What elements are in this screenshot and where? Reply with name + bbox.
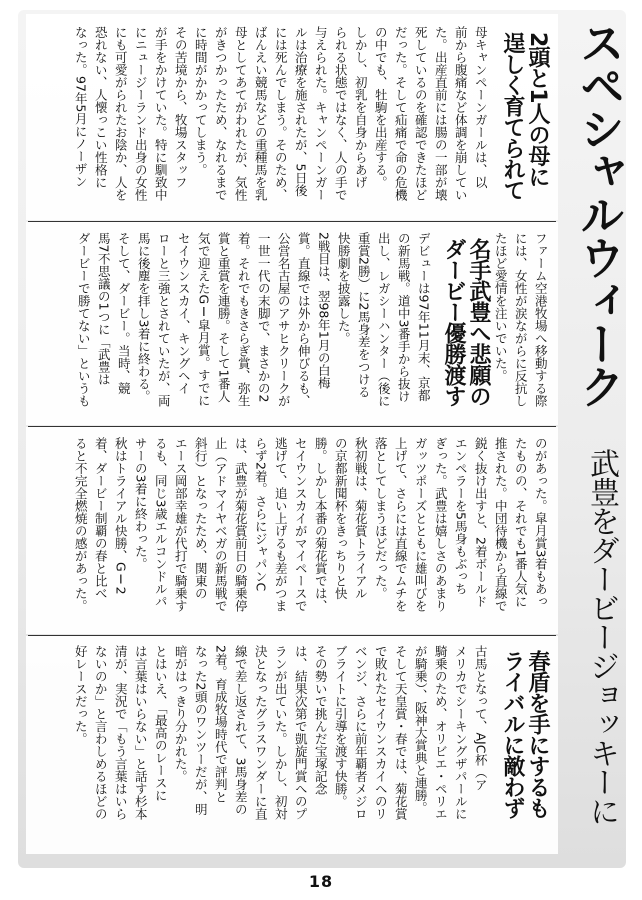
body-line: 気で迎えたGⅠ皐月賞。すでに [196,232,212,407]
body-line: ダービーで勝てない」というも [76,232,92,407]
body-line: エース岡部幸雄が代打で騎乗す [173,437,189,612]
body-line: 古馬となって、AJC杯（ア [473,645,489,791]
body-line: その勢いで挑んだ宝塚記念 [313,645,329,795]
body-line: 重賞2勝）に2馬身差をつける [356,232,372,398]
body-line: 決となったグラスワンダーに直 [253,645,269,820]
body-line: が手をかけていた。特に馴致中 [153,26,169,201]
body-line: 鋭く抜け出すと、2着ボールド [473,437,489,608]
section-1-heading-line-1: 2頭と1人の母に [525,32,550,187]
body-line: 一世一代の末脚で、まさかの2 [256,232,272,403]
body-line: 暗がはっきり分かれた。 [173,645,189,783]
section-2-heading-line-1: 名手武豊へ悲願の [466,238,491,406]
body-line: 秋初戦は、菊花賞トライアル [353,437,369,600]
body-line: 止（アドマイヤベガの新馬戦で [213,437,229,612]
divider-3 [28,635,556,636]
body-line: は、武豊が菊花賞前日の騎乗停 [233,437,249,612]
body-line: に時間がかかってしまう。 [193,26,209,176]
body-line: 2着。育成牧場時代で評判と [213,645,229,803]
divider-2 [28,426,556,427]
body-line: しかし、初乳を自身からあげ [353,26,369,189]
body-line: なった。97年5月にノーザン [73,26,89,188]
body-line: とはいえ、「最高のレースに [153,645,169,802]
body-line: られる状態ではなく、人の手で [333,26,349,201]
body-line: 推された。中団待機から直線で [493,437,509,612]
body-line: 母としてあてがわれたが、気性 [233,26,249,201]
body-line: 馬に後塵を拝し3着に終わる。 [136,232,152,403]
divider-1 [28,221,556,222]
body-line: 快勝劇を披露した。 [336,232,352,345]
body-line: 馬7不思議の1つに「武豊は [96,232,112,386]
body-line: のがあった。皐月賞3着もあっ [533,437,549,608]
body-line: そして天皇賞・春では、菊花賞 [393,645,409,820]
body-line: だった。そして疝痛で命の危機 [393,26,409,201]
body-line: ベンジ、さらに前年覇者メジロ [353,645,369,820]
body-line: 着、ダービー制覇の春と比べ [93,437,109,600]
body-line: 秋はトライアル快勝、GⅠ2 [113,437,129,595]
body-line: メリカでシーキングザパールに [453,645,469,820]
body-line: ファーム空港牧場へ移動する際 [533,232,549,407]
section-2-heading-line-2: ダービー優勝渡す [441,238,466,406]
body-line: るも、同じ3歳エルコンドルパ [153,437,169,608]
body-line: には、女性が涙ながらに反抗し [513,232,529,407]
body-line: 賞。直線では外から伸びるも、 [296,232,312,407]
body-line: 勝。しかし本番の菊花賞では、 [313,437,329,612]
body-line: ブライトに引導を渡す快勝。 [333,645,349,808]
body-line: ばんえい競馬などの重種馬を乳 [253,26,269,201]
section-4-heading-line-2: ライバルに敵わず [500,650,525,818]
body-line: 上げて、さらには直線でムチを [393,437,409,612]
body-line: ランが出ていた。しかし、初対 [273,645,289,820]
body-line: 清が、実況で「もう言葉はいら [113,645,129,820]
body-line: セイウンスカイ、キングヘイ [176,232,192,395]
body-line: が騎乗）、阪神大賞典と連勝。 [413,645,429,814]
body-line: 母キャンペーンガールは、以 [473,26,489,189]
body-line: がきつかったため、なれるまで [213,26,229,201]
section-1-heading-line-2: 逞しく育てられて [500,32,525,200]
body-line: 騎乗のため、オリビエ・ペリエ [433,645,449,820]
body-line: 与えられた。キャンペーンガー [313,26,329,201]
body-line: ぎった。武豊は嬉しさのあまり [433,437,449,612]
body-line: にニュージーランド出身の女性 [133,26,149,201]
body-line: ルは治療を施されたが、5日後 [293,26,309,197]
body-line: 死しているのを確認できたほど [413,26,429,201]
body-line: 公営名古屋のアサヒクリークが [276,232,292,407]
body-line: 賞と重賞を連勝。そして1番人 [216,232,232,403]
body-line: 出し、レガシーハンター（後に [376,232,392,407]
body-line: 線で差し返されて、3馬身差の [233,645,249,816]
body-line: の京都新聞杯をきっちりと快 [333,437,349,600]
body-line: は、結果次第で凱旋門賞へのプ [293,645,309,820]
body-line: そして、ダービー。当時、競 [116,232,132,395]
body-line: ると不完全燃焼の感があった。 [73,437,89,612]
body-line: たほど愛情を注いでいた。 [493,232,509,382]
section-4-heading-line-1: 春盾を手にするも [525,650,550,818]
body-line: セイウンスカイがマイペースで [293,437,309,612]
body-line: たものの、それでも1番人気に [513,437,529,608]
body-line: その苦境から、牧場スタッフ [173,26,189,189]
page-number: 18 [308,872,334,891]
page-subtitle: 武豊をダービージョッキーに [584,448,619,825]
body-line: 前から腹痛など体調を崩してい [453,26,469,201]
body-line: 好レースだった。 [73,645,89,745]
body-line: 逃げて、追い上げるも差がつま [273,437,289,612]
body-line: にも可愛がられたお陰か、人を [113,26,129,201]
body-line: の中でも、牡駒を出産する。 [373,26,389,189]
body-line: 恐れない、人懐っこい性格に [93,26,109,189]
body-line: は言葉はいらない」と話す杉本 [133,645,149,820]
body-line: の新馬戦。道中3番手から抜け [396,232,412,403]
body-line: ローと三強とされていたが、両 [156,232,172,407]
body-line: 落としてしまうほどだった。 [373,437,389,600]
body-line: エンペラーを5馬身もぶっち [453,437,469,595]
page-title: スペシャルウィーク [572,20,625,407]
body-line: デビューは97年11月末、京都 [416,232,432,402]
body-line: らず2着。さらにジャパンC [253,437,269,592]
body-line: 斜行）となったため、関東の [193,437,209,600]
body-line: には死んでしまう。そのため、 [273,26,289,201]
body-line: なった2頭のワンツーだが、明 [193,645,209,816]
body-line: 着。それでもきさらぎ賞、弥生 [236,232,252,407]
body-line: で敗れたセイウンスカイへのリ [373,645,389,820]
body-line: サーの3着に終わった。 [133,437,149,570]
body-line: ガッツポーズとともに雄叫びを [413,437,429,612]
body-line: ないのか」と言わしめるほどの [93,645,109,820]
body-line: た。出産直前には腸の一部が壊 [433,26,449,201]
body-line: 2戦目は、翌98年1月の白梅 [316,232,332,389]
